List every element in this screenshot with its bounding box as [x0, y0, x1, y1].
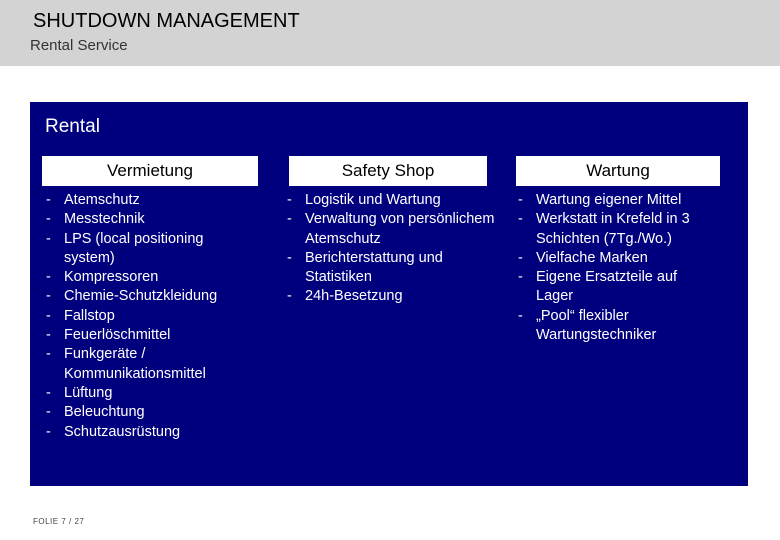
list-vermietung [45, 191, 245, 442]
panel-title: Rental [45, 116, 100, 137]
list-item: - Messtechnik [45, 210, 245, 229]
list-item: - Vielfache Marken [517, 249, 717, 268]
list-item: - Wartung eigener Mittel [517, 191, 717, 210]
list-item: - Berichterstattung und Statistiken [286, 249, 496, 288]
list-item: - Feuerlöschmittel [45, 326, 245, 345]
list-item: - Beleuchtung [45, 403, 245, 422]
list-wartung [517, 191, 717, 345]
header-bar [0, 0, 780, 66]
list-item: - Chemie-Schutzkleidung [45, 287, 245, 306]
list-item: - Schutzausrüstung [45, 423, 245, 442]
list-item: - Lüftung [45, 384, 245, 403]
list-item: - Kompressoren [45, 268, 245, 287]
list-safety-shop [286, 191, 496, 307]
column-heading-vermietung: Vermietung [42, 156, 258, 186]
list-item: - Atemschutz [45, 191, 245, 210]
column-heading-wartung: Wartung [516, 156, 720, 186]
slide-number: FOLIE 7 / 27 [33, 517, 85, 526]
list-item: - Funkgeräte / Kommunikationsmittel [45, 345, 245, 384]
list-item: - Verwaltung von persönlichem Atemschutz [286, 210, 496, 249]
list-item: - 24h-Besetzung [286, 287, 496, 306]
list-item: - „Pool“ flexibler Wartungstechniker [517, 307, 717, 346]
list-item: - Fallstop [45, 307, 245, 326]
list-item: - Werkstatt in Krefeld in 3 Schichten (7Tg./Wo.) [517, 210, 717, 249]
column-heading-safety-shop: Safety Shop [289, 156, 487, 186]
list-item: - LPS (local positioning system) [45, 230, 245, 269]
rental-panel [30, 102, 748, 486]
page-subtitle: Rental Service [30, 37, 128, 54]
page-title: SHUTDOWN MANAGEMENT [33, 10, 300, 32]
list-item: - Logistik und Wartung [286, 191, 496, 210]
list-item: - Eigene Ersatzteile auf Lager [517, 268, 717, 307]
